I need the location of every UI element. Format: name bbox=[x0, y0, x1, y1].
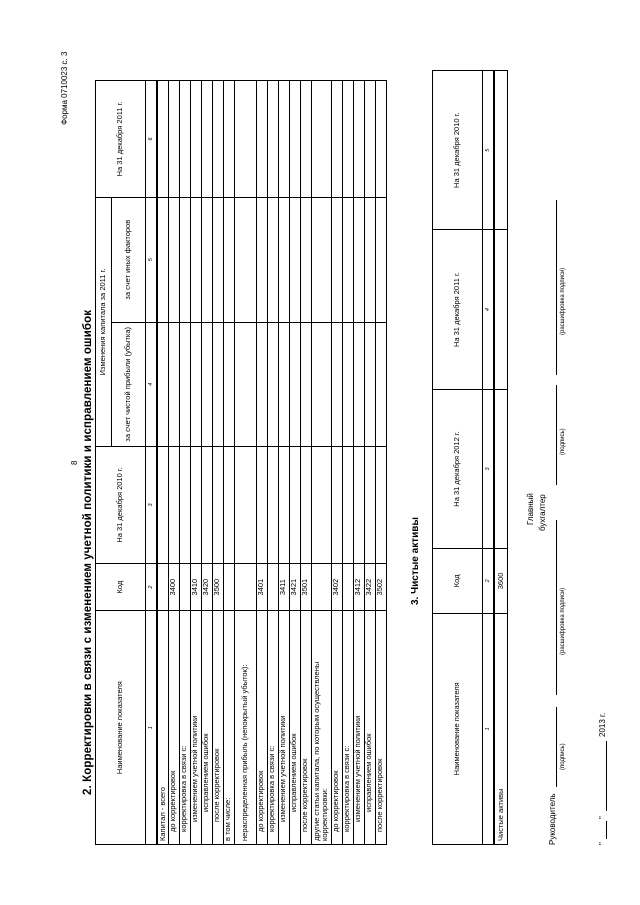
accountant-decoding-caption: (расшифровка подписи) bbox=[560, 267, 566, 335]
row-label: в том числе: bbox=[223, 611, 234, 845]
row-code: 3400 bbox=[168, 563, 179, 610]
column-numbers-row bbox=[146, 81, 158, 845]
table-row bbox=[278, 81, 289, 845]
row-label: после корректировок bbox=[212, 611, 223, 845]
header-dec2011: На 31 декабря 2011 г. bbox=[433, 230, 483, 389]
row-code: 3421 bbox=[289, 563, 300, 610]
table-row bbox=[234, 81, 256, 845]
section2-title: 2. Корректировки в связи с изменением учетной политики и исправлением ошибок bbox=[82, 309, 94, 795]
col-number: 4 bbox=[483, 230, 495, 389]
row-code bbox=[179, 563, 190, 610]
header-name: Наименование показателя bbox=[96, 611, 146, 845]
header-code: Код bbox=[96, 563, 146, 610]
row-label: корректировка в связи с: bbox=[342, 611, 353, 845]
row-label: изменением учетной политики bbox=[278, 611, 289, 845]
date-quote-close: " bbox=[598, 816, 607, 819]
row-code: 3402 bbox=[331, 563, 342, 610]
head-signature-line bbox=[556, 707, 557, 787]
row-code: 3502 bbox=[375, 563, 386, 610]
table-row bbox=[157, 81, 168, 845]
table-row bbox=[311, 81, 331, 845]
row-code: 3422 bbox=[364, 563, 375, 610]
header-other-factors: за счет иных факторов bbox=[112, 197, 146, 322]
accountant-decoding-line bbox=[556, 200, 557, 375]
chief-accountant-label-1: Главный bbox=[526, 493, 535, 525]
net-assets-table bbox=[432, 70, 508, 845]
head-decoding-caption: (расшифровка подписи) bbox=[560, 587, 566, 655]
table-row bbox=[267, 81, 278, 845]
header-dec2012: На 31 декабря 2012 г. bbox=[433, 389, 483, 548]
head-signature-caption: (подпись) bbox=[560, 743, 566, 770]
row-label: Чистые активы bbox=[494, 613, 507, 844]
row-code bbox=[342, 563, 353, 610]
header-dec2010: На 31 декабря 2010 г. bbox=[433, 71, 483, 230]
table-row bbox=[364, 81, 375, 845]
header-name: Наименование показателя bbox=[433, 613, 483, 844]
row-label: изменением учетной политики bbox=[353, 611, 364, 845]
table-row bbox=[190, 81, 201, 845]
date-year: 2013 г. bbox=[598, 712, 607, 737]
col-number: 1 bbox=[146, 611, 158, 845]
header-net-profit: за счет чистой прибыли (убытка) bbox=[112, 322, 146, 446]
section3-title: 3. Чистые активы bbox=[410, 517, 421, 605]
accountant-signature-caption: (подпись) bbox=[560, 428, 566, 455]
row-code bbox=[157, 563, 168, 610]
row-code bbox=[223, 563, 234, 610]
row-label: до корректировок bbox=[331, 611, 342, 845]
col-number: 3 bbox=[483, 389, 495, 548]
row-code: 3411 bbox=[278, 563, 289, 610]
table-row bbox=[256, 81, 267, 845]
row-code bbox=[267, 563, 278, 610]
header-code: Код bbox=[433, 549, 483, 613]
row-label: нераспределенная прибыль (непокрытый убыток): bbox=[234, 611, 256, 845]
table-row bbox=[212, 81, 223, 845]
table-row bbox=[494, 71, 507, 845]
row-code: 3401 bbox=[256, 563, 267, 610]
col-number: 5 bbox=[146, 197, 158, 322]
table-row bbox=[179, 81, 190, 845]
row-code bbox=[234, 563, 256, 610]
col-number: 2 bbox=[146, 563, 158, 610]
table-row bbox=[300, 81, 311, 845]
table-row bbox=[201, 81, 212, 845]
chief-accountant-label-2: бухгалтер bbox=[538, 494, 547, 531]
page-number: 8 bbox=[70, 460, 79, 465]
col-number: 3 bbox=[146, 447, 158, 564]
row-code: 3420 bbox=[201, 563, 212, 610]
row-label: исправлением ошибок bbox=[201, 611, 212, 845]
head-decoding-line bbox=[556, 520, 557, 695]
row-label: исправлением ошибок bbox=[364, 611, 375, 845]
col-number: 4 bbox=[146, 322, 158, 446]
row-label: изменением учетной политики bbox=[190, 611, 201, 845]
row-code: 3412 bbox=[353, 563, 364, 610]
table-row bbox=[342, 81, 353, 845]
table-row bbox=[223, 81, 234, 845]
table-row bbox=[375, 81, 386, 845]
row-label: после корректировок bbox=[375, 611, 386, 845]
row-label: другие статьи капитала, по которым осуществлены корректировки: bbox=[311, 611, 331, 845]
header-dec2011: На 31 декабря 2011 г. bbox=[96, 81, 146, 198]
row-label: исправлением ошибок bbox=[289, 611, 300, 845]
table-row bbox=[289, 81, 300, 845]
head-label: Руководитель bbox=[548, 793, 557, 845]
column-numbers-row bbox=[483, 71, 495, 845]
table-row bbox=[168, 81, 179, 845]
header-dec2010: На 31 декабря 2010 г. bbox=[96, 447, 146, 564]
row-label: после корректировок bbox=[300, 611, 311, 845]
date-quote-open: " bbox=[598, 842, 607, 845]
row-code: 3500 bbox=[212, 563, 223, 610]
row-label: Капитал - всего bbox=[157, 611, 168, 845]
row-label: корректировка в связи с: bbox=[267, 611, 278, 845]
table-row bbox=[331, 81, 342, 845]
corrections-table bbox=[95, 80, 387, 845]
header-changes: Изменения капитала за 2011 г. bbox=[96, 197, 112, 446]
col-number: 2 bbox=[483, 549, 495, 613]
row-label: до корректировок bbox=[256, 611, 267, 845]
row-code bbox=[311, 563, 331, 610]
row-label: корректировка в связи с: bbox=[179, 611, 190, 845]
row-code: 3410 bbox=[190, 563, 201, 610]
row-label: до корректировок bbox=[168, 611, 179, 845]
accountant-signature-line bbox=[556, 385, 557, 485]
row-code: 3501 bbox=[300, 563, 311, 610]
form-reference: Форма 0710023 с. 3 bbox=[60, 51, 69, 125]
col-number: 1 bbox=[483, 613, 495, 844]
col-number: 6 bbox=[146, 81, 158, 198]
row-code: 3600 bbox=[494, 549, 507, 613]
date-month-line bbox=[606, 741, 607, 811]
date-day-line bbox=[606, 821, 607, 839]
col-number: 5 bbox=[483, 71, 495, 230]
table-row bbox=[353, 81, 364, 845]
